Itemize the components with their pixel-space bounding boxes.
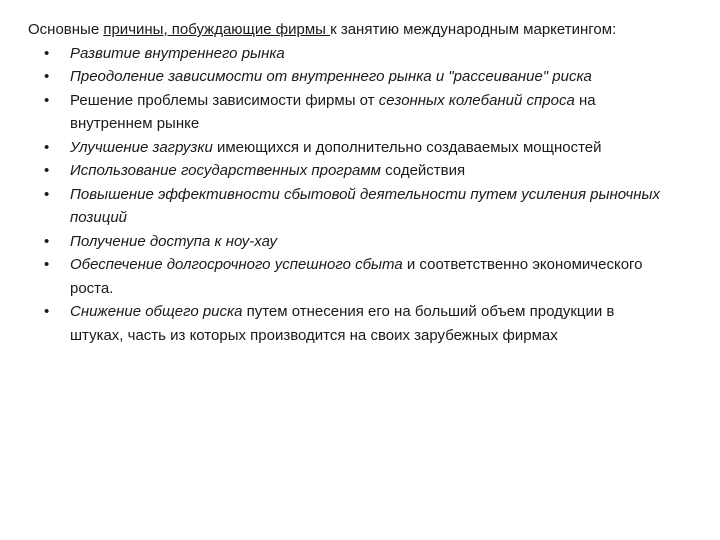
list-item-text: сезонных колебаний спроса [378,91,575,109]
bullet-icon: • [44,68,50,85]
list-item [28,65,668,89]
bullet-icon: • [44,91,50,109]
intro-prefix: Основные [28,21,104,38]
list-item-text: Использование государственных программ [70,162,381,179]
list-item-text: на внутреннем рынке [70,91,596,132]
list-item-text: Обеспечение долгосрочного успешного сбыта [70,256,403,273]
bullet-icon: • [44,162,50,179]
list-item [28,42,668,66]
list-item [28,230,668,254]
list-item-text: Улучшение загрузки [70,138,213,156]
list-item-text: содействия [380,162,466,179]
intro-heading [28,18,668,42]
list-item-text: Развитие внутреннего рынка [70,44,285,62]
list-item-text: Снижение общего риска [70,303,243,320]
reasons-list [28,42,668,348]
intro-suffix: к занятию международным маркетингом: [330,21,617,38]
bullet-icon: • [44,138,50,156]
list-item-text: Преодоление зависимости от внутреннего рынка и "рассеивание" риска [70,68,592,85]
list-item-text: имеющихся и дополнительно создаваемых мощностей [212,138,602,156]
list-item-text: Решение проблемы зависимости фирмы от [70,91,379,109]
list-item [28,159,668,183]
bullet-icon: • [44,185,50,203]
list-item-text: Повышение эффективности сбытовой деятельности путем усиления рыночных позиций [70,185,661,226]
bullet-icon: • [44,44,50,62]
list-item-text: и соответственно экономического роста. [70,256,643,297]
bullet-icon: • [44,303,50,320]
list-item [28,136,668,160]
list-item [28,89,668,136]
intro-underlined-link[interactable]: причины, побуждающие фирмы [103,21,331,38]
list-item-text: путем отнесения его на больший объем продукции в штуках, часть из которых производится на своих зарубежных фирмах [70,303,615,344]
bullet-icon: • [44,232,50,250]
slide-content [28,18,668,347]
list-item [28,183,668,230]
bullet-icon: • [44,256,50,273]
list-item [28,253,668,300]
list-item-text: Получение доступа к ноу-хау [70,232,277,250]
list-item [28,300,668,347]
